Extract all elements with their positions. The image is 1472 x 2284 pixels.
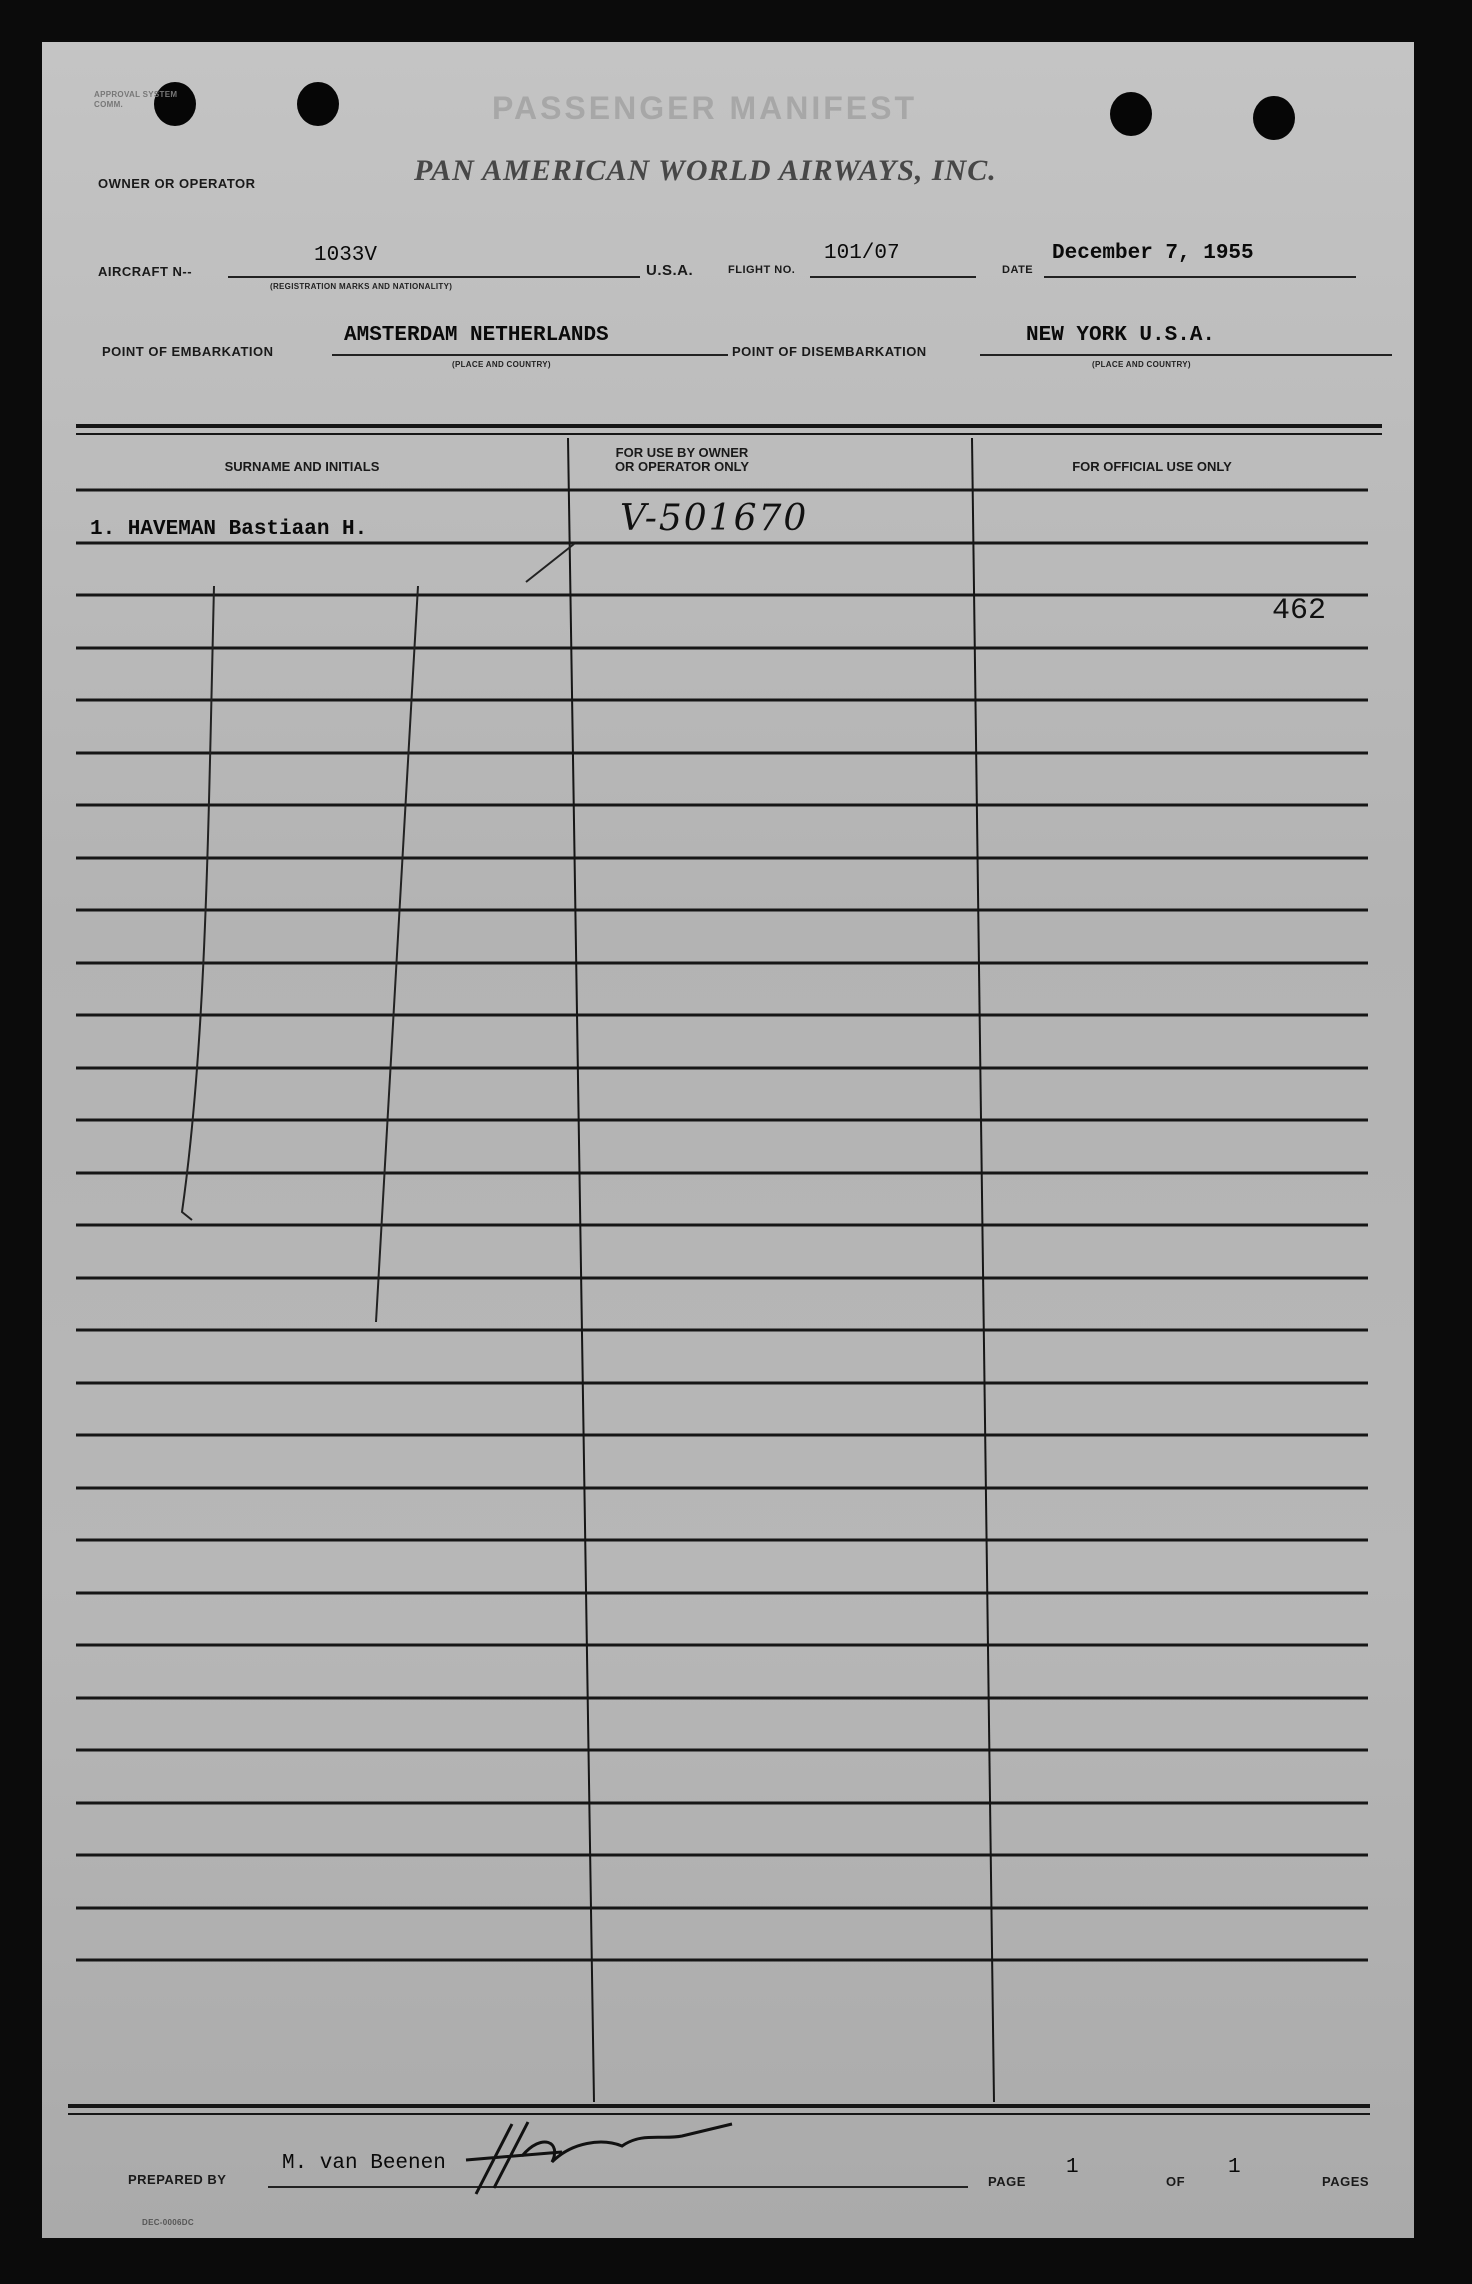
col-official-header: FOR OFFICIAL USE ONLY xyxy=(1072,459,1232,474)
aircraft-label: AIRCRAFT N-- xyxy=(98,264,193,279)
embark-sublabel: (PLACE AND COUNTRY) xyxy=(452,360,551,369)
date-label: DATE xyxy=(1002,264,1034,276)
aircraft-sublabel: (REGISTRATION MARKS AND NATIONALITY) xyxy=(270,282,453,291)
manifest-sheet xyxy=(42,42,1414,2238)
passenger-official-note: 462 xyxy=(1272,594,1327,628)
prepared-label: PREPARED BY xyxy=(128,2172,227,2187)
of-label: OF xyxy=(1166,2174,1186,2189)
form-code: DEC-0006DC xyxy=(142,2218,194,2227)
passenger-owner-note: V-501670 xyxy=(620,498,809,539)
col-surname-header: SURNAME AND INITIALS xyxy=(224,459,380,474)
approval-stamp: APPROVAL SYSTEM COMM. xyxy=(94,90,178,109)
pages-label: PAGES xyxy=(1322,2174,1370,2189)
page-label: PAGE xyxy=(988,2174,1026,2189)
flight-value: 101/07 xyxy=(824,242,900,265)
disembark-value: NEW YORK U.S.A. xyxy=(1026,324,1216,347)
flight-label: FLIGHT NO. xyxy=(728,264,796,276)
col-owner-header-2: OR OPERATOR ONLY xyxy=(614,459,750,474)
passenger-name: 1. HAVEMAN Bastiaan H. xyxy=(90,518,368,541)
embark-label: POINT OF EMBARKATION xyxy=(102,344,274,359)
owner-label: OWNER OR OPERATOR xyxy=(98,176,256,191)
usa-label: U.S.A. xyxy=(646,262,694,279)
disembark-sublabel: (PLACE AND COUNTRY) xyxy=(1092,360,1191,369)
col-owner-header-1: FOR USE BY OWNER xyxy=(615,445,749,460)
date-value: December 7, 1955 xyxy=(1052,242,1254,265)
prepared-value: M. van Beenen xyxy=(282,2152,446,2175)
of-value: 1 xyxy=(1228,2156,1241,2179)
signature xyxy=(42,42,1414,2238)
disembark-label: POINT OF DISEMBARKATION xyxy=(732,344,927,359)
page-value: 1 xyxy=(1066,2156,1079,2179)
embark-value: AMSTERDAM NETHERLANDS xyxy=(344,324,609,347)
aircraft-value: 1033V xyxy=(314,244,378,267)
form-title: PASSENGER MANIFEST xyxy=(492,90,917,126)
operator-name: PAN AMERICAN WORLD AIRWAYS, INC. xyxy=(414,154,997,187)
